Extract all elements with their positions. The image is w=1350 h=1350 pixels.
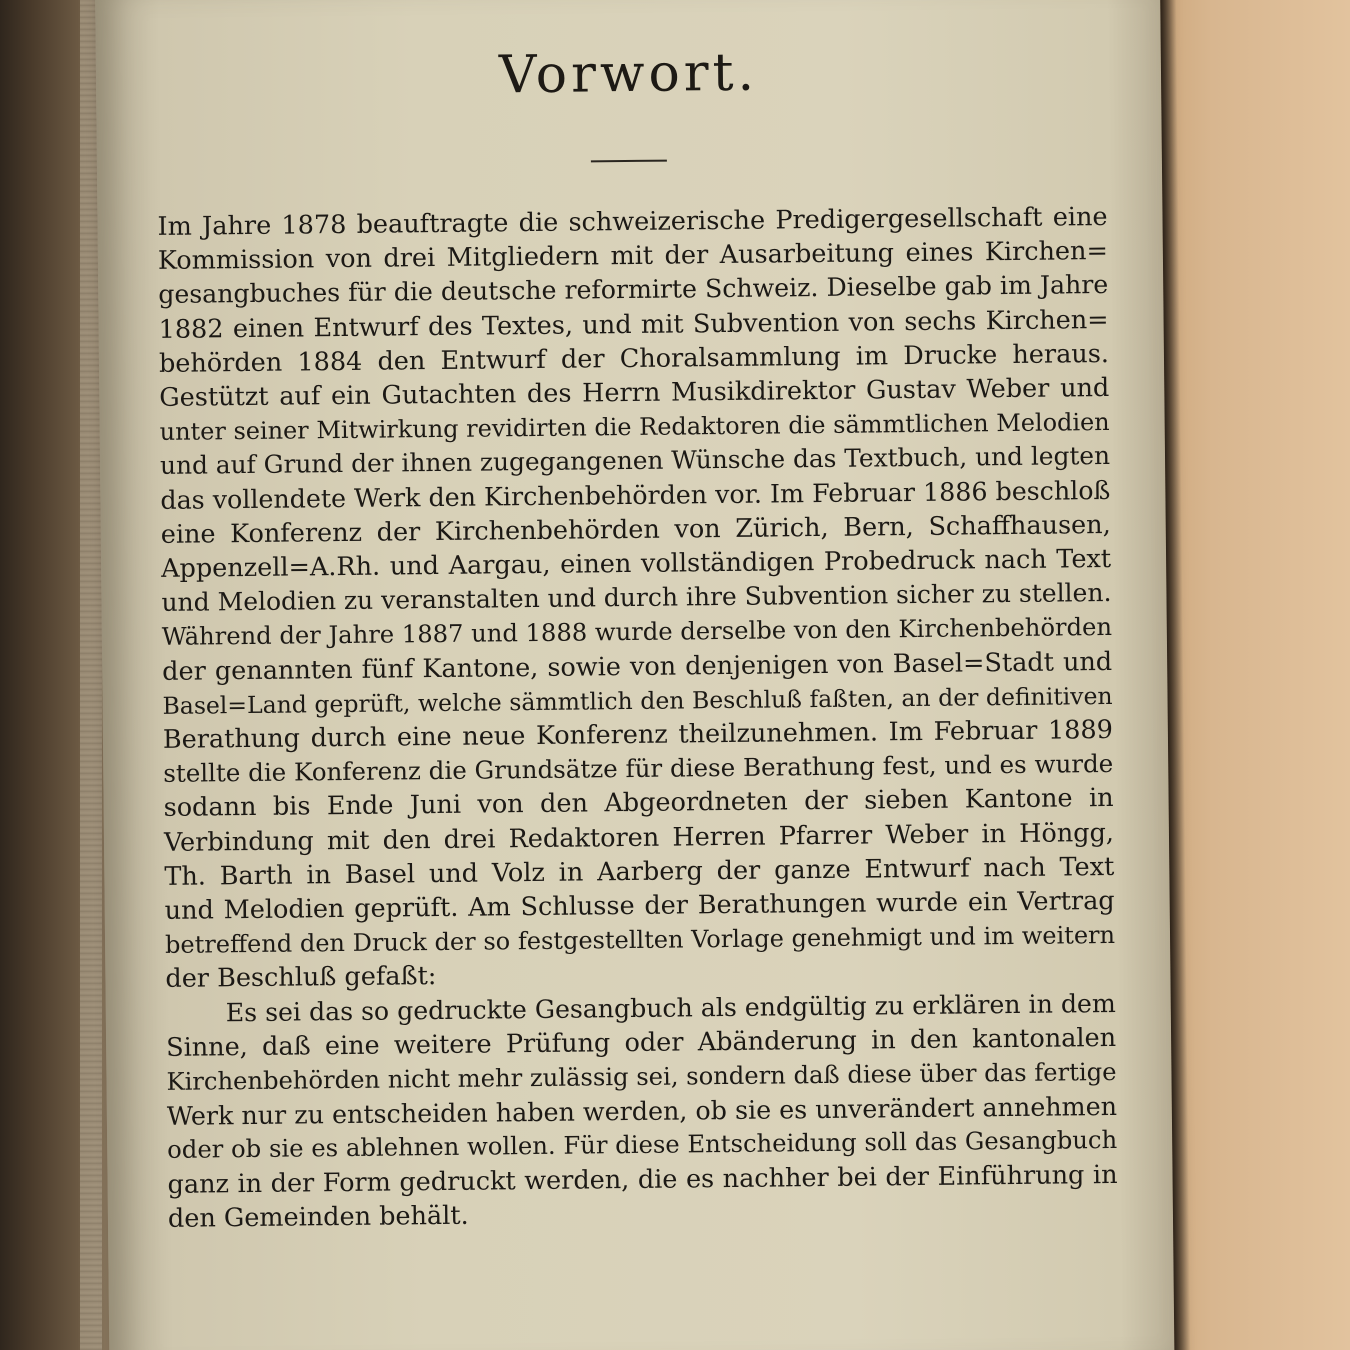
text-line: oder ob sie es ablehnen wollen. Für diese Entscheidung soll das Gesangbuch	[167, 1125, 1118, 1165]
text-line: Appenzell=A.Rh. und Aargau, einen vollständigen Probedruck nach Text	[160, 543, 1112, 584]
book-page	[95, 0, 1175, 1350]
text-line: unter seiner Mitwirkung revidirten die Redaktoren die sämmtlichen Melodien	[159, 408, 1110, 447]
text-line: Gestützt auf ein Gutachten des Herrn Musikdirektor Gustav Weber und	[159, 372, 1110, 413]
text-line: und Melodien zu veranstalten und durch ihre Subvention sicher zu stellen.	[161, 578, 1112, 618]
text-line: Th. Barth in Basel und Volz in Aarberg der ganze Entwurf nach Text	[164, 851, 1115, 892]
text-line: Kommission von drei Mitgliedern mit der Ausarbeitung eines Kirchen=	[157, 236, 1109, 277]
text-line: 1882 einen Entwurf des Textes, und mit Subvention von sechs Kirchen=	[158, 304, 1109, 345]
text-line: Es sei das so gedruckte Gesangbuch als endgültig zu erklären in dem	[225, 988, 1116, 1027]
text-line: eine Konferenz der Kirchenbehörden von Zürich, Bern, Schaffhausen,	[160, 509, 1111, 550]
text-line: Verbindung mit den drei Redaktoren Herren Pfarrer Weber in Höngg,	[163, 817, 1115, 858]
text-line: ganz in der Form gedruckt werden, die es nachher bei der Einführung in	[167, 1159, 1118, 1200]
text-line: und Melodien geprüft. Am Schlusse der Berathungen wurde ein Vertrag	[164, 886, 1115, 926]
paragraph-1	[157, 200, 1115, 997]
text-line: und auf Grund der ihnen zugegangenen Wünsche das Textbuch, und legten	[159, 441, 1111, 481]
text-line: den Gemeinden behält.	[167, 1200, 469, 1234]
body-text	[157, 200, 1118, 1236]
text-line: betreffend den Druck der so festgestellten Vorlage genehmigt und im weitern	[164, 921, 1116, 960]
text-line: Kirchenbehörden nicht mehr zulässig sei, sondern daß diese über das fertige	[166, 1058, 1117, 1096]
text-line: Während der Jahre 1887 und 1888 wurde derselbe von den Kirchenbehörden	[161, 613, 1113, 652]
text-line: Im Jahre 1878 beauftragte die schweizerische Predigergesellschaft eine	[157, 201, 1108, 242]
text-line: stellte die Konferenz die Grundsätze für diese Berathung fest, und es wurde	[163, 749, 1114, 789]
text-line: gesangbuches für die deutsche reformirte Schweiz. Dieselbe gab im Jahre	[158, 270, 1109, 310]
text-line: Sinne, daß eine weitere Prüfung oder Abänderung in den kantonalen	[165, 1022, 1117, 1063]
title-divider	[591, 160, 667, 163]
text-line: Berathung durch eine neue Konferenz theilzunehmen. Im Februar 1889	[162, 715, 1114, 755]
text-line: der genannten fünf Kantone, sowie von denjenigen von Basel=Stadt und	[162, 646, 1113, 687]
text-line: der Beschluß gefaßt:	[165, 961, 437, 995]
page-title: Vorwort.	[498, 42, 759, 106]
text-line: sodann bis Ende Juni von den Abgeordneten der sieben Kantone in	[163, 783, 1114, 824]
text-line: das vollendete Werk den Kirchenbehörden vor. Im Februar 1886 beschloß	[160, 475, 1111, 515]
text-line: Basel=Land geprüft, welche sämmtlich den Beschluß faßten, an der definitiven	[162, 681, 1113, 720]
paragraph-2	[166, 987, 1118, 1236]
text-line: Werk nur zu entscheiden haben werden, ob sie es unverändert annehmen	[166, 1091, 1118, 1132]
text-line: behörden 1884 den Entwurf der Choralsammlung im Drucke heraus.	[158, 338, 1110, 379]
